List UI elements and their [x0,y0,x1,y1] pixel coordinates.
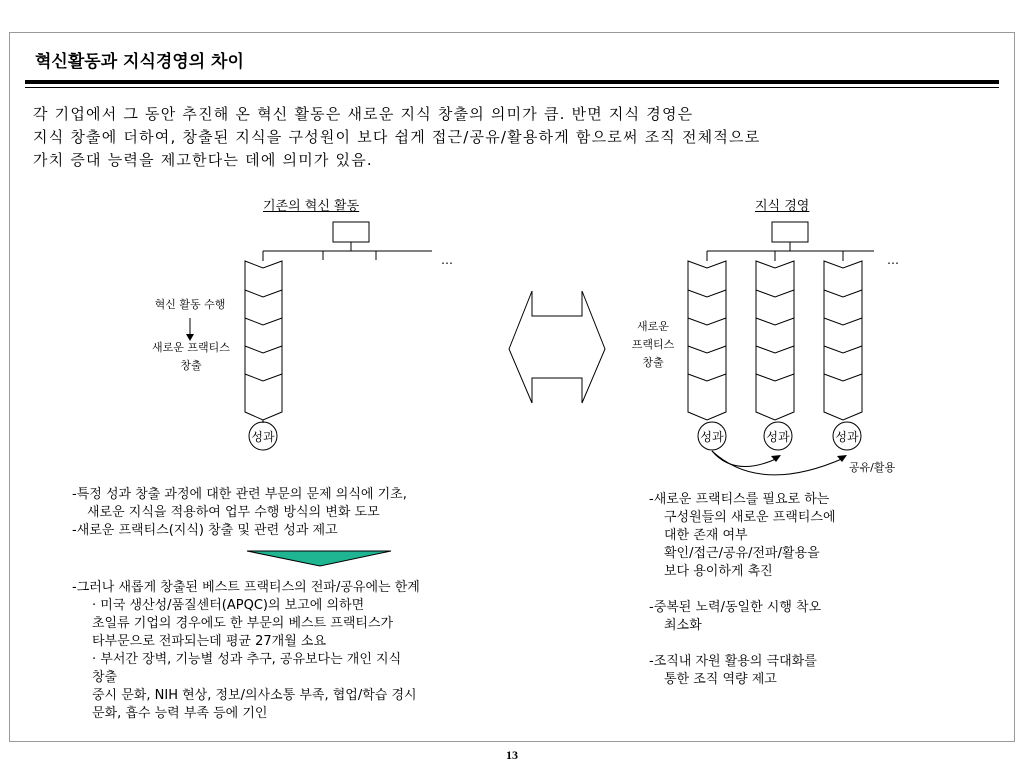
left-label-line: 창출 [180,359,202,372]
bullet-line: 타부문으로 전파되는데 평균 27개월 소요 [92,634,326,649]
bullet-line: · 부서간 장벽, 기능별 성과 추구, 공유보다는 개인 지식 [92,652,402,667]
left-ellipsis: … [441,253,453,267]
bullet-line: 확인/접근/공유/전파/활용을 [664,546,820,561]
share-label: 공유/활용 [848,461,896,474]
bullet-line: -중복된 노력/동일한 시행 착오 [649,600,822,615]
right-label [618,318,688,372]
bullet-line: -조직내 자원 활용의 극대화를 [649,654,817,669]
right-chevron-column-3 [824,261,862,450]
right-chevron-column-1 [688,261,726,450]
bullet-spacer [649,581,836,599]
right-outcome-label-3: 성과 [835,430,859,444]
bullet-line: -그러나 새롭게 창출된 베스트 프랙티스의 전파/공유에는 한계 [72,580,420,595]
bullet-line: 창출 [92,670,118,685]
bullet-line: · 미국 생산성/품질센터(APQC)의 보고에 의하면 [92,598,365,613]
double-arrow-icon [509,291,605,403]
page-number: 13 [506,748,518,762]
bullet-line: 문화, 흡수 능력 부족 등에 기인 [92,706,268,721]
bullet-line: 대한 존재 여부 [664,528,748,543]
right-label-line: 프랙티스 [631,338,675,351]
left-top-box [333,222,369,242]
intro-line: 지식 창출에 더하여, 창출된 지식을 구성원이 보다 쉽게 접근/공유/활용하게 함으로써 조직 전체적으로 [33,128,761,146]
right-outcome-label-1: 성과 [700,430,724,444]
right-top-box [772,222,808,242]
left-outcome-label: 성과 [251,430,275,444]
intro-line: 가치 증대 능력을 제고한다는 데에 의미가 있음. [33,151,373,169]
share-arrow-2 [712,451,844,475]
intro-line: 각 기업에서 그 동안 추진해 온 혁신 활동은 새로운 지식 창출의 의미가 큼. 반면 지식 경영은 [33,105,694,123]
right-label-line: 새로운 [637,320,669,333]
left-label-line: 새로운 프랙티스 [152,341,230,354]
right-bullets [649,491,836,689]
bullet-line: -새로운 프랙티스(지식) 창출 및 관련 성과 제고 [72,523,338,538]
bullet-spacer [649,635,836,653]
bullet-line: 통한 조직 역량 제고 [664,672,777,687]
page-title: 혁신활동과 지식경영의 차이 [35,52,244,72]
funnel-triangle-icon [247,551,391,566]
bullet-line: 최소화 [664,618,702,633]
left-bullets-bottom [72,579,420,723]
right-ellipsis: … [887,253,899,267]
bullet-line: 구성원들의 새로운 프랙티스에 [664,510,836,525]
left-chevron-column [245,261,282,450]
right-diagram-heading: 지식 경영 [755,199,810,214]
bullet-line: 초일류 기업의 경우에도 한 부문의 베스트 프랙티스가 [92,616,394,631]
bullet-line: -특정 성과 창출 과정에 대한 관련 부문의 문제 의식에 기초, [72,487,407,502]
right-label-line: 창출 [642,356,664,369]
left-label-top: 혁신 활동 수행 [154,298,226,311]
left-bullets-top [72,486,407,540]
right-chevron-column-2 [756,261,794,450]
bullet-line: -새로운 프랙티스를 필요로 하는 [649,492,830,507]
bullet-line: 보다 용이하게 촉진 [664,564,773,579]
left-label-bottom [136,339,246,375]
share-arrowhead-1-icon [771,455,781,462]
left-org-chart [263,222,432,261]
right-outcome-label-2: 성과 [766,430,790,444]
bullet-line: 중시 문화, NIH 현상, 정보/의사소통 부족, 협업/학습 경시 [92,688,417,703]
left-diagram-heading: 기존의 혁신 활동 [263,199,360,214]
right-org-chart [707,222,874,261]
bullet-line: 새로운 지식을 적용하여 업무 수행 방식의 변화 도모 [87,505,380,520]
